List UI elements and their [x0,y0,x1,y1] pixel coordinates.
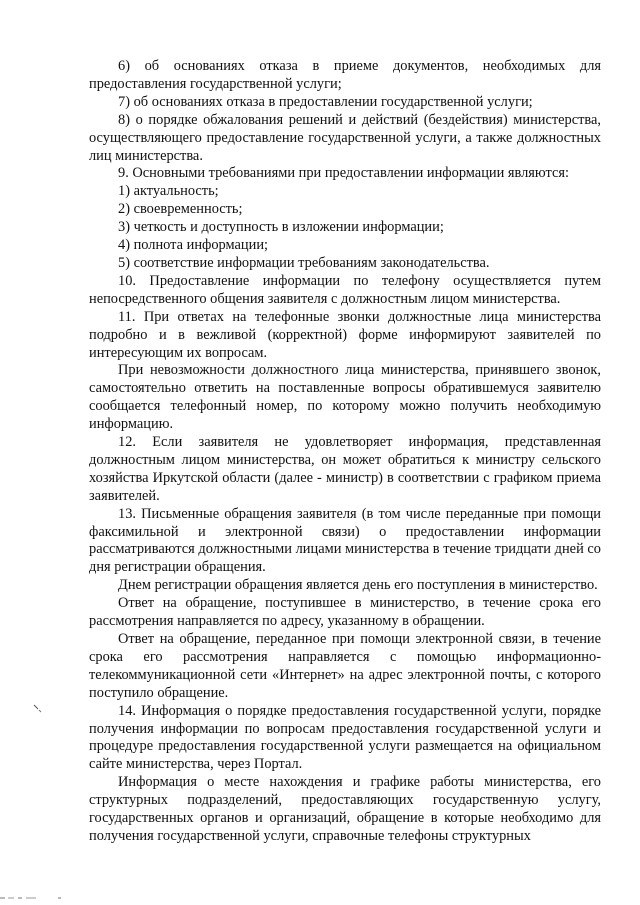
requirement-2: 2) своевременность; [118,201,243,218]
paragraph-13-registration-day: Днем регистрации обращения является день его поступления в министерство. [118,577,598,594]
paragraph-11-continuation: При невозможности должностного лица министерства, принявшего звонок, самостоятельно ответить на поставленные вопросы обратившемуся заявителю сообщается телефонный номер, по которому можно получить необходимую информацию. [89,362,601,433]
requirement-5: 5) соответствие информации требованиям законодательства. [118,254,490,271]
paragraph-12-minister: 12. Если заявителя не удовлетворяет информация, представленная должностным лицом министерства, он может обратиться к министру сельского хозяйства Иркутской области (далее - министр) в соответствии с графиком приема заявителей. [89,434,601,504]
paragraph-6-refusal-docs: 6) об основаниях отказа в приеме документов, необходимых для предоставления государственной услуги; [89,58,601,92]
paragraph-13-written: 13. Письменные обращения заявителя (в том числе переданные при помощи факсимильной и электронной связи) о предоставлении информации рассматриваются должностными лицами министерства в течение тридцати дней со дня регистрации обращения. [89,505,601,576]
requirement-4: 4) полнота информации; [118,237,269,254]
paragraph-13-reply-address: Ответ на обращение, поступившее в министерство, в течение срока его рассмотрения направляется по адресу, указанному в обращении. [89,595,601,630]
requirement-3: 3) четкость и доступность в изложении информации; [118,219,444,236]
scan-speck [33,704,43,714]
paragraph-14-website: 14. Информация о порядке предоставления государственной услуги, порядке получения информации по вопросам предоставления государственной услуги и процедуре предоставления государственной услуги размещается на официальном сайте министерства, через Портал. [89,702,601,773]
requirement-1: 1) актуальность; [118,183,219,200]
paragraph-9-requirements: 9. Основными требованиями при предоставлении информации являются: [118,165,569,182]
paragraph-7-refusal-service: 7) об основаниях отказа в предоставлении государственной услуги; [118,93,533,110]
paragraph-11-phone-answers: 11. При ответах на телефонные звонки должностные лица министерства подробно и в вежливой (корректной) форме информируют заявителей по интересующим их вопросам. [89,308,601,361]
document-body [89,58,601,846]
paragraph-10-phone: 10. Предоставление информации по телефону осуществляется путем непосредственного общения заявителя с должностным лицом министерства. [89,272,601,307]
paragraph-8-appeal: 8) о порядке обжалования решений и действий (бездействия) министерства, осуществляющего предоставление государственной услуги, а также должностных лиц министерства. [89,111,601,164]
scan-footer-mark [0,895,70,901]
paragraph-13-reply-email: Ответ на обращение, переданное при помощи электронной связи, в течение срока его рассмотрения направляется с помощью информационно-телекоммуникационной сети «Интернет» на адрес электронной почты, с которого поступило обращение. [89,631,601,701]
paragraph-14-location-info: Информация о месте нахождения и графике работы министерства, его структурных подразделений, предоставляющих государственную услугу, государственных органов и организаций, обращение в которые необходимо для получения государственной услуги, справочные телефоны структурных [89,774,601,844]
